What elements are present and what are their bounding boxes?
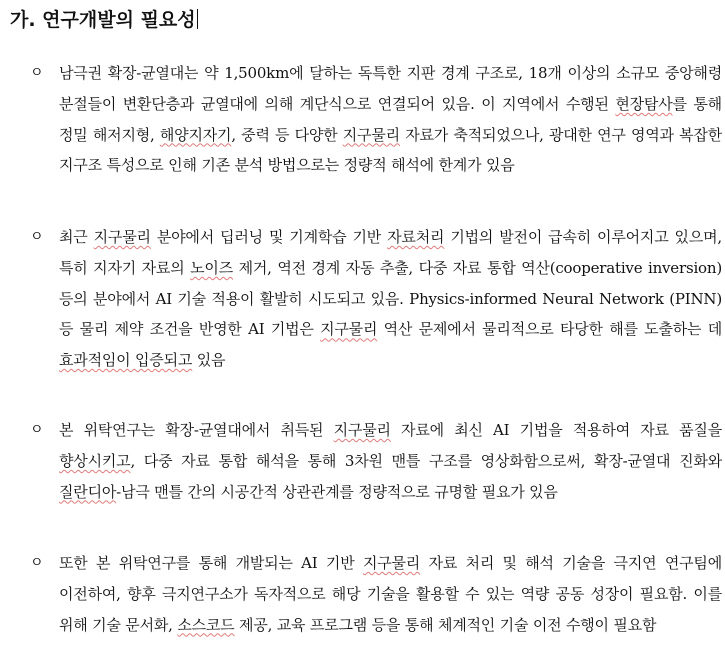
spellcheck-word[interactable]: 지구물리 <box>93 228 151 246</box>
text-segment: -남극 맨틀 간의 시공간적 상관관계를 정량적으로 규명할 필요가 있음 <box>116 482 558 501</box>
text-segment: 분야에서 딥러닝 및 기계학습 기반 <box>150 228 388 246</box>
text-segment: , 다중 자료 통합 해석을 통해 3차원 맨틀 구조를 영상화함으로써, 확장-균열대 진화와 <box>130 451 722 470</box>
text-segment: 제거, 역전 경계 자동 추출, 다중 자료 통합 역산(cooperative inversion) 등의 분야에서 AI 기술 적용이 활발히 시도되고 있음. Physics-informed Neural Network (PINN) 등 물리 제약 조건을 반영한 AI 기법은 <box>59 258 722 339</box>
text-segment: , 중력 등 다양한 <box>231 125 343 144</box>
paragraph-3[interactable] <box>59 415 722 507</box>
text-segment: 자료가 축적되었으나, 광대한 연구 영역과 복잡한 지구조 특성으로 인해 기존 분석 방법으로는 정량적 해석에 한계가 있음 <box>59 125 722 175</box>
text-cursor <box>197 9 199 29</box>
spellcheck-word[interactable]: 현장탐사 <box>615 94 673 113</box>
text-segment: 남극권 확장-균열대는 약 1,500km에 달하는 독특한 지판 경계 구조로, 18개 이상의 소규모 중앙해령 분절들이 변환단층과 균열대에 의해 계단식으로 연결되어 있음. 이 지역에서 수행된 <box>59 64 722 113</box>
spellcheck-word[interactable]: 자료처리 <box>387 228 445 246</box>
text-segment: 역산 문제에서 물리적으로 타당한 해를 도출하는 데 <box>377 320 722 339</box>
spellcheck-word[interactable]: 지구물리 <box>320 320 378 339</box>
spellcheck-word[interactable]: 노이즈 <box>190 258 233 277</box>
text-segment: 자료에 최신 AI 기법을 적용하여 자료 품질을 <box>390 421 722 439</box>
spellcheck-word[interactable]: 향상시키고 <box>59 451 131 470</box>
spellcheck-word[interactable]: 효과적임이 입증되고 <box>59 351 193 370</box>
bullet-marker: ㅇ <box>30 422 44 438</box>
section-heading-text: 가. 연구개발의 필요성 <box>10 9 196 31</box>
bullet-marker: ㅇ <box>30 555 44 571</box>
spellcheck-word[interactable]: 질란디아 <box>59 482 117 501</box>
section-heading <box>10 6 198 34</box>
text-segment: 기법의 발전이 급속히 이루어지고 있으며, 특히 지자기 자료의 <box>59 228 722 277</box>
spellcheck-word[interactable]: 지구물리 <box>333 421 391 439</box>
bullet-marker: ㅇ <box>30 229 44 245</box>
text-segment: 본 위탁연구는 확장-균열대에서 취득된 <box>59 421 334 439</box>
text-segment: 있음 <box>192 351 226 370</box>
paragraph-1[interactable] <box>59 58 722 181</box>
spellcheck-word[interactable]: 지구물리 <box>342 125 400 144</box>
text-segment: 또한 본 위탁연구를 통해 개발되는 AI 기반 <box>59 554 363 572</box>
bullet-marker: ㅇ <box>30 65 44 81</box>
text-segment: 를 통해 정밀 해저지형, <box>59 94 722 144</box>
paragraph-2[interactable] <box>59 222 722 376</box>
text-segment: 최근 <box>59 228 94 246</box>
spellcheck-word[interactable]: 소스코드 <box>177 615 235 634</box>
text-segment: 자료 처리 및 해석 기술을 극지연 연구팀에 이전하여, 향후 극지연구소가 독자적으로 해당 기술을 활용할 수 있는 역량 공동 성장이 필요함. 이를 위해 기술 문서화, <box>59 554 723 634</box>
paragraph-4[interactable] <box>59 548 722 640</box>
text-segment: 제공, 교육 프로그램 등을 통해 체계적인 기술 이전 수행이 필요함 <box>234 615 657 634</box>
spellcheck-word[interactable]: 해양지자기 <box>159 125 232 144</box>
spellcheck-word[interactable]: 지구물리 <box>362 554 421 572</box>
